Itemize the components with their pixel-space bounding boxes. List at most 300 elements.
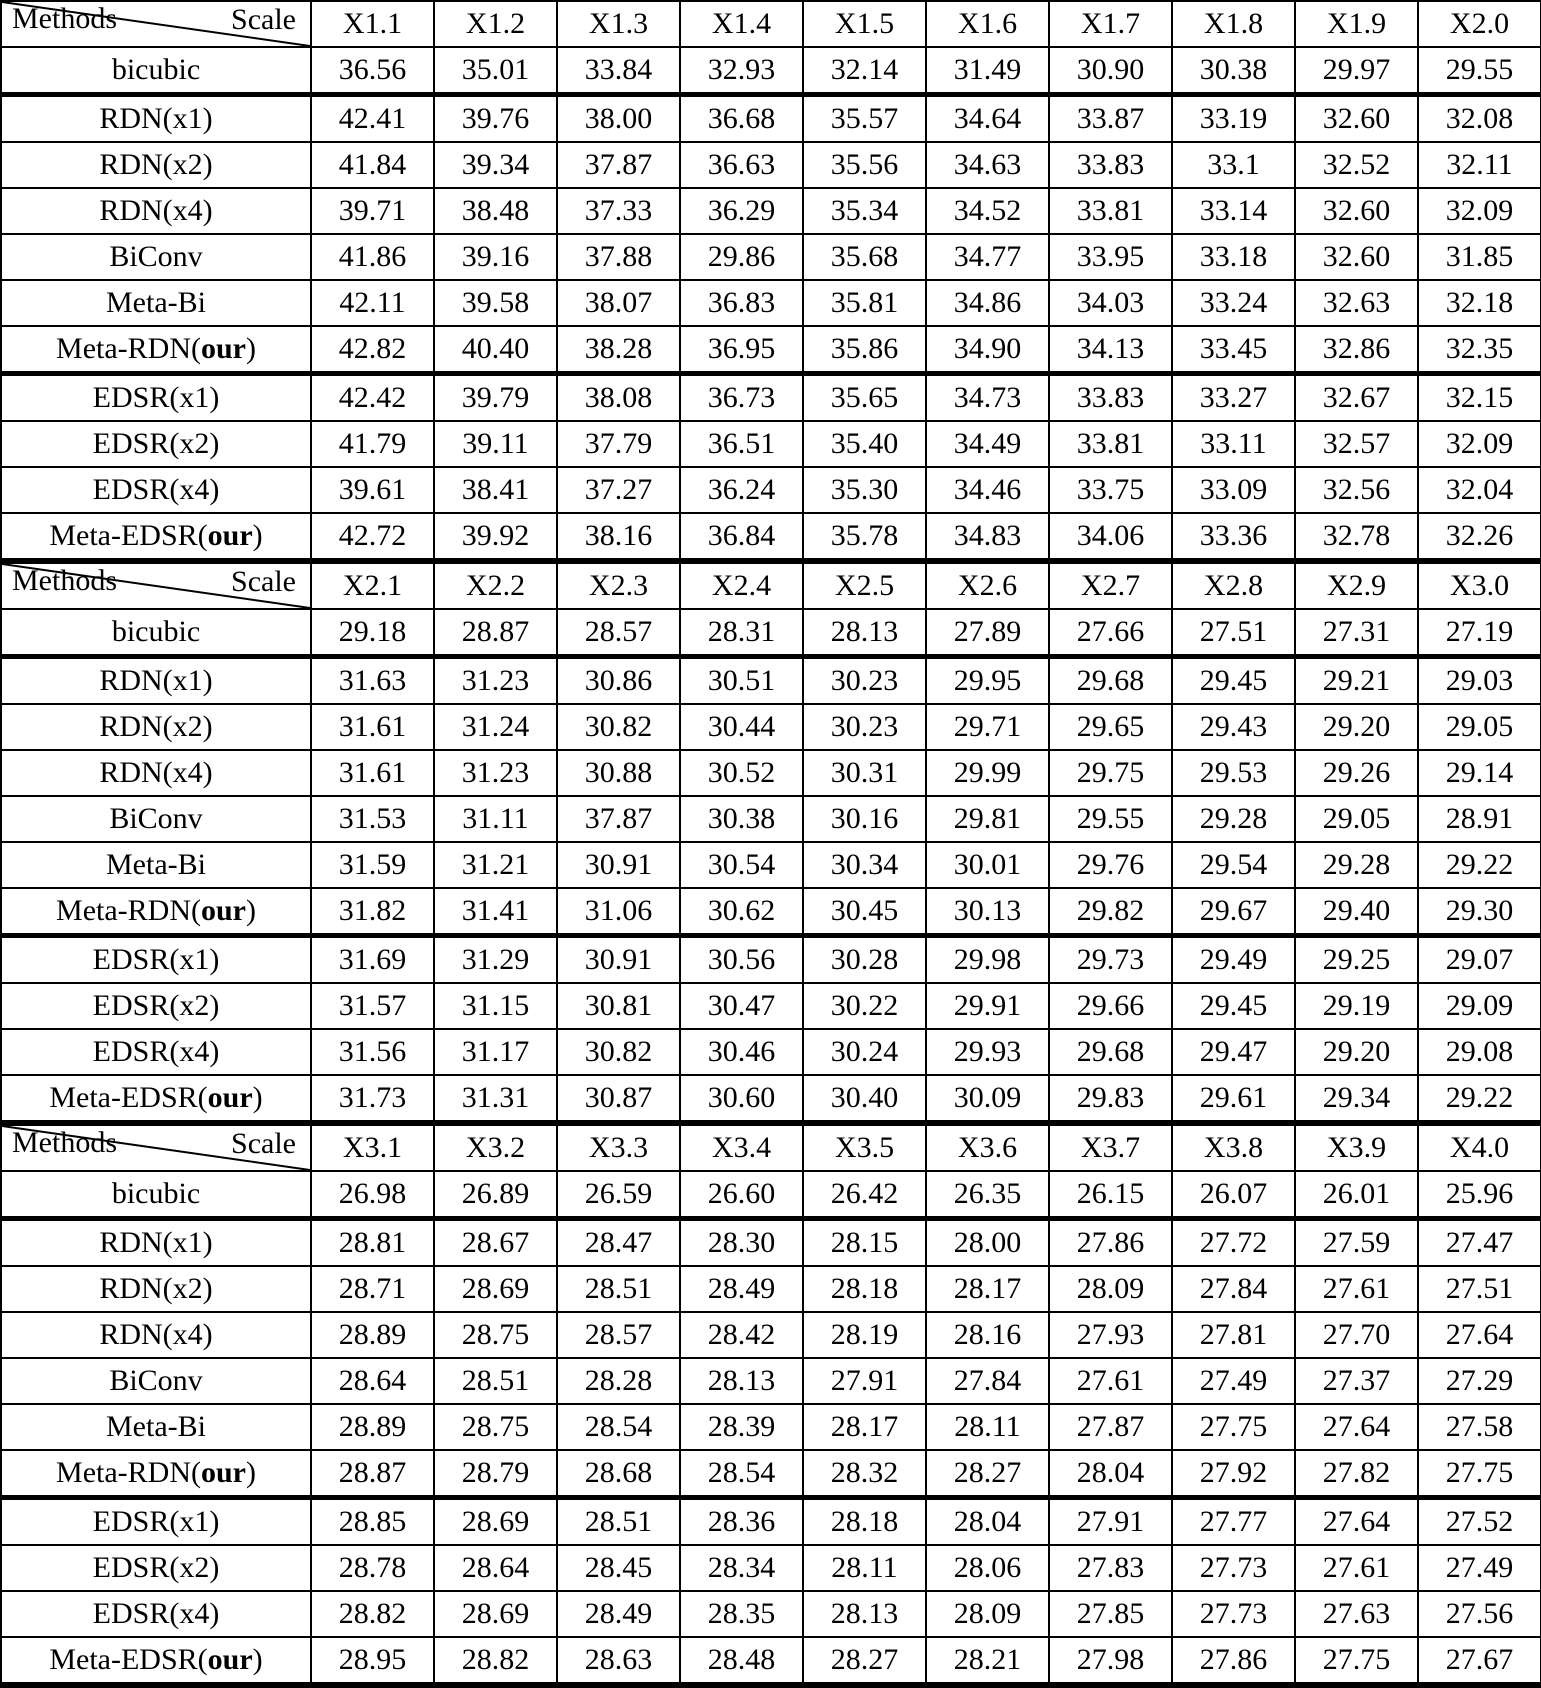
data-cell: 32.63 <box>1295 280 1418 326</box>
data-cell: 29.99 <box>926 750 1049 796</box>
data-cell: 31.85 <box>1418 234 1541 280</box>
data-cell: 29.34 <box>1295 1075 1418 1123</box>
data-cell: 33.09 <box>1172 467 1295 513</box>
data-cell: 27.52 <box>1418 1498 1541 1546</box>
data-cell: 30.38 <box>1172 47 1295 95</box>
data-cell: 32.09 <box>1418 421 1541 467</box>
data-cell: 29.65 <box>1049 704 1172 750</box>
data-cell: 28.19 <box>803 1312 926 1358</box>
table-row <box>1 1637 1541 1685</box>
data-cell: 29.14 <box>1418 750 1541 796</box>
data-cell: 29.19 <box>1295 983 1418 1029</box>
data-cell: 34.03 <box>1049 280 1172 326</box>
scale-column-header-x2-6: X2.6 <box>926 561 1049 609</box>
data-cell: 35.68 <box>803 234 926 280</box>
data-cell: 29.22 <box>1418 842 1541 888</box>
data-cell: 28.34 <box>680 1545 803 1591</box>
data-cell: 27.29 <box>1418 1358 1541 1404</box>
method-name-cell: RDN(x4) <box>1 1312 311 1358</box>
table-row <box>1 1498 1541 1546</box>
data-cell: 29.95 <box>926 657 1049 705</box>
data-cell: 29.97 <box>1295 47 1418 95</box>
data-cell: 28.09 <box>1049 1266 1172 1312</box>
data-cell: 29.28 <box>1172 796 1295 842</box>
methods-axis-label: Methods <box>12 1 117 35</box>
data-cell: 36.56 <box>311 47 434 95</box>
our-marker: our <box>200 1456 246 1489</box>
data-cell: 32.56 <box>1295 467 1418 513</box>
data-cell: 31.56 <box>311 1029 434 1075</box>
table-row <box>1 374 1541 422</box>
data-cell: 32.11 <box>1418 142 1541 188</box>
table-row <box>1 95 1541 143</box>
method-name-cell: bicubic <box>1 1171 311 1219</box>
table-row <box>1 1404 1541 1450</box>
data-cell: 27.86 <box>1172 1637 1295 1685</box>
method-name-cell: Meta-Bi <box>1 842 311 888</box>
data-cell: 36.24 <box>680 467 803 513</box>
data-cell: 28.49 <box>680 1266 803 1312</box>
data-cell: 33.95 <box>1049 234 1172 280</box>
data-cell: 27.56 <box>1418 1591 1541 1637</box>
data-cell: 31.53 <box>311 796 434 842</box>
data-cell: 35.57 <box>803 95 926 143</box>
data-cell: 33.24 <box>1172 280 1295 326</box>
method-name-cell: RDN(x2) <box>1 142 311 188</box>
data-cell: 28.82 <box>434 1637 557 1685</box>
data-cell: 28.04 <box>926 1498 1049 1546</box>
scale-column-header-x2-4: X2.4 <box>680 561 803 609</box>
data-cell: 30.56 <box>680 936 803 984</box>
data-cell: 27.87 <box>1049 1404 1172 1450</box>
data-cell: 28.31 <box>680 609 803 657</box>
data-cell: 28.13 <box>680 1358 803 1404</box>
methods-axis-label: Methods <box>12 1125 117 1159</box>
data-cell: 32.78 <box>1295 513 1418 561</box>
data-cell: 32.14 <box>803 47 926 95</box>
data-cell: 28.87 <box>311 1450 434 1498</box>
data-cell: 29.75 <box>1049 750 1172 796</box>
data-cell: 31.21 <box>434 842 557 888</box>
data-cell: 28.36 <box>680 1498 803 1546</box>
data-cell: 34.06 <box>1049 513 1172 561</box>
data-cell: 34.52 <box>926 188 1049 234</box>
data-cell: 35.01 <box>434 47 557 95</box>
data-cell: 28.21 <box>926 1637 1049 1685</box>
data-cell: 32.15 <box>1418 374 1541 422</box>
data-cell: 27.73 <box>1172 1591 1295 1637</box>
data-cell: 28.13 <box>803 609 926 657</box>
scale-column-header-x2-8: X2.8 <box>1172 561 1295 609</box>
scale-axis-label: Scale <box>231 565 296 598</box>
data-cell: 27.85 <box>1049 1591 1172 1637</box>
scale-column-header-x3-8: X3.8 <box>1172 1123 1295 1171</box>
data-cell: 28.82 <box>311 1591 434 1637</box>
data-cell: 33.81 <box>1049 188 1172 234</box>
data-cell: 33.11 <box>1172 421 1295 467</box>
data-cell: 30.34 <box>803 842 926 888</box>
data-cell: 27.64 <box>1418 1312 1541 1358</box>
table-row <box>1 326 1541 374</box>
data-cell: 26.35 <box>926 1171 1049 1219</box>
data-cell: 33.18 <box>1172 234 1295 280</box>
method-name-cell: RDN(x1) <box>1 1219 311 1267</box>
data-cell: 28.54 <box>680 1450 803 1498</box>
data-cell: 28.16 <box>926 1312 1049 1358</box>
data-cell: 28.28 <box>557 1358 680 1404</box>
data-cell: 27.91 <box>1049 1498 1172 1546</box>
data-cell: 31.11 <box>434 796 557 842</box>
data-cell: 30.60 <box>680 1075 803 1123</box>
method-name-cell: EDSR(x1) <box>1 374 311 422</box>
method-name-cell: EDSR(x4) <box>1 1029 311 1075</box>
data-cell: 30.54 <box>680 842 803 888</box>
data-cell: 29.43 <box>1172 704 1295 750</box>
data-cell: 29.81 <box>926 796 1049 842</box>
data-cell: 28.75 <box>434 1312 557 1358</box>
data-cell: 35.56 <box>803 142 926 188</box>
data-cell: 27.70 <box>1295 1312 1418 1358</box>
data-cell: 30.91 <box>557 936 680 984</box>
table-row <box>1 1358 1541 1404</box>
scale-header-row <box>1 1123 1541 1171</box>
data-cell: 33.81 <box>1049 421 1172 467</box>
data-cell: 28.68 <box>557 1450 680 1498</box>
data-cell: 29.47 <box>1172 1029 1295 1075</box>
data-cell: 30.88 <box>557 750 680 796</box>
scale-column-header-x2-0: X2.0 <box>1418 1 1541 47</box>
data-cell: 27.63 <box>1295 1591 1418 1637</box>
data-cell: 28.04 <box>1049 1450 1172 1498</box>
data-cell: 27.67 <box>1418 1637 1541 1685</box>
data-cell: 38.41 <box>434 467 557 513</box>
data-cell: 36.63 <box>680 142 803 188</box>
data-cell: 29.03 <box>1418 657 1541 705</box>
data-cell: 29.20 <box>1295 704 1418 750</box>
method-name-cell: EDSR(x1) <box>1 936 311 984</box>
data-cell: 28.89 <box>311 1404 434 1450</box>
data-cell: 28.13 <box>803 1591 926 1637</box>
data-cell: 32.26 <box>1418 513 1541 561</box>
our-marker: our <box>207 519 253 552</box>
data-cell: 28.81 <box>311 1219 434 1267</box>
method-name-cell: RDN(x2) <box>1 1266 311 1312</box>
scale-column-header-x2-1: X2.1 <box>311 561 434 609</box>
data-cell: 30.47 <box>680 983 803 1029</box>
method-name-cell: RDN(x2) <box>1 704 311 750</box>
scale-axis-label: Scale <box>231 1127 296 1160</box>
data-cell: 27.73 <box>1172 1545 1295 1591</box>
data-cell: 28.45 <box>557 1545 680 1591</box>
methods-axis-label: Methods <box>12 563 117 597</box>
scale-column-header-x1-4: X1.4 <box>680 1 803 47</box>
data-cell: 33.1 <box>1172 142 1295 188</box>
data-cell: 38.07 <box>557 280 680 326</box>
scale-column-header-x3-5: X3.5 <box>803 1123 926 1171</box>
table-row <box>1 1219 1541 1267</box>
data-cell: 38.00 <box>557 95 680 143</box>
data-cell: 36.68 <box>680 95 803 143</box>
data-cell: 31.24 <box>434 704 557 750</box>
method-name-cell: RDN(x1) <box>1 95 311 143</box>
data-cell: 42.82 <box>311 326 434 374</box>
method-name-cell: bicubic <box>1 47 311 95</box>
data-cell: 28.42 <box>680 1312 803 1358</box>
data-cell: 27.66 <box>1049 609 1172 657</box>
method-name-cell: BiConv <box>1 234 311 280</box>
data-cell: 27.84 <box>926 1358 1049 1404</box>
scale-column-header-x3-7: X3.7 <box>1049 1123 1172 1171</box>
table-row <box>1 796 1541 842</box>
data-cell: 42.42 <box>311 374 434 422</box>
data-cell: 42.72 <box>311 513 434 561</box>
data-cell: 29.18 <box>311 609 434 657</box>
data-cell: 27.49 <box>1418 1545 1541 1591</box>
data-cell: 29.49 <box>1172 936 1295 984</box>
data-cell: 29.91 <box>926 983 1049 1029</box>
data-cell: 27.37 <box>1295 1358 1418 1404</box>
data-cell: 34.77 <box>926 234 1049 280</box>
data-cell: 31.23 <box>434 657 557 705</box>
data-cell: 27.64 <box>1295 1498 1418 1546</box>
data-cell: 36.73 <box>680 374 803 422</box>
method-name-cell: Meta-EDSR(our) <box>1 1075 311 1123</box>
data-cell: 41.86 <box>311 234 434 280</box>
data-cell: 28.78 <box>311 1545 434 1591</box>
data-cell: 34.13 <box>1049 326 1172 374</box>
data-cell: 31.59 <box>311 842 434 888</box>
data-cell: 30.31 <box>803 750 926 796</box>
data-cell: 29.55 <box>1418 47 1541 95</box>
data-cell: 30.51 <box>680 657 803 705</box>
data-cell: 29.82 <box>1049 888 1172 936</box>
data-cell: 33.45 <box>1172 326 1295 374</box>
scale-column-header-x1-2: X1.2 <box>434 1 557 47</box>
data-cell: 30.91 <box>557 842 680 888</box>
table-row <box>1 1591 1541 1637</box>
scale-header-row <box>1 561 1541 609</box>
method-name-cell: EDSR(x2) <box>1 1545 311 1591</box>
data-cell: 28.79 <box>434 1450 557 1498</box>
data-cell: 31.82 <box>311 888 434 936</box>
data-cell: 36.51 <box>680 421 803 467</box>
data-cell: 28.69 <box>434 1498 557 1546</box>
data-cell: 38.28 <box>557 326 680 374</box>
data-cell: 29.40 <box>1295 888 1418 936</box>
data-cell: 41.84 <box>311 142 434 188</box>
table-row <box>1 1171 1541 1219</box>
scale-column-header-x3-9: X3.9 <box>1295 1123 1418 1171</box>
data-cell: 27.51 <box>1172 609 1295 657</box>
method-name-cell: EDSR(x2) <box>1 421 311 467</box>
data-cell: 28.30 <box>680 1219 803 1267</box>
data-cell: 39.34 <box>434 142 557 188</box>
data-cell: 29.21 <box>1295 657 1418 705</box>
method-name-cell: Meta-RDN(our) <box>1 326 311 374</box>
data-cell: 29.08 <box>1418 1029 1541 1075</box>
data-cell: 28.63 <box>557 1637 680 1685</box>
table-row <box>1 936 1541 984</box>
data-cell: 39.16 <box>434 234 557 280</box>
method-name-cell: Meta-RDN(our) <box>1 888 311 936</box>
data-cell: 28.17 <box>926 1266 1049 1312</box>
scale-column-header-x3-0: X3.0 <box>1418 561 1541 609</box>
data-cell: 30.45 <box>803 888 926 936</box>
data-cell: 34.64 <box>926 95 1049 143</box>
data-cell: 33.14 <box>1172 188 1295 234</box>
data-cell: 30.01 <box>926 842 1049 888</box>
data-cell: 31.29 <box>434 936 557 984</box>
data-cell: 28.75 <box>434 1404 557 1450</box>
scale-methods-corner-cell <box>1 561 311 609</box>
data-cell: 34.83 <box>926 513 1049 561</box>
data-cell: 28.27 <box>803 1637 926 1685</box>
data-cell: 28.06 <box>926 1545 1049 1591</box>
data-cell: 31.17 <box>434 1029 557 1075</box>
data-cell: 31.63 <box>311 657 434 705</box>
data-cell: 29.05 <box>1295 796 1418 842</box>
method-name-cell: Meta-EDSR(our) <box>1 1637 311 1685</box>
data-cell: 29.30 <box>1418 888 1541 936</box>
data-cell: 29.28 <box>1295 842 1418 888</box>
data-cell: 30.28 <box>803 936 926 984</box>
data-cell: 29.09 <box>1418 983 1541 1029</box>
table-row <box>1 657 1541 705</box>
data-cell: 27.82 <box>1295 1450 1418 1498</box>
data-cell: 27.81 <box>1172 1312 1295 1358</box>
data-cell: 26.89 <box>434 1171 557 1219</box>
scale-column-header-x2-2: X2.2 <box>434 561 557 609</box>
data-cell: 38.16 <box>557 513 680 561</box>
data-cell: 36.84 <box>680 513 803 561</box>
data-cell: 29.68 <box>1049 1029 1172 1075</box>
data-cell: 30.22 <box>803 983 926 1029</box>
table-row <box>1 142 1541 188</box>
data-cell: 29.05 <box>1418 704 1541 750</box>
data-cell: 34.46 <box>926 467 1049 513</box>
data-cell: 28.51 <box>557 1498 680 1546</box>
data-cell: 36.29 <box>680 188 803 234</box>
data-cell: 32.04 <box>1418 467 1541 513</box>
data-cell: 28.67 <box>434 1219 557 1267</box>
scale-column-header-x1-8: X1.8 <box>1172 1 1295 47</box>
method-name-cell: RDN(x1) <box>1 657 311 705</box>
scale-methods-corner-cell <box>1 1 311 47</box>
scale-column-header-x2-9: X2.9 <box>1295 561 1418 609</box>
data-cell: 30.86 <box>557 657 680 705</box>
scale-axis-label: Scale <box>231 3 296 36</box>
data-cell: 30.62 <box>680 888 803 936</box>
data-cell: 30.87 <box>557 1075 680 1123</box>
data-cell: 35.30 <box>803 467 926 513</box>
data-cell: 29.61 <box>1172 1075 1295 1123</box>
data-cell: 32.57 <box>1295 421 1418 467</box>
method-name-cell: Meta-Bi <box>1 1404 311 1450</box>
data-cell: 27.75 <box>1418 1450 1541 1498</box>
method-name-cell: Meta-RDN(our) <box>1 1450 311 1498</box>
data-cell: 40.40 <box>434 326 557 374</box>
table-row <box>1 1312 1541 1358</box>
scale-column-header-x1-5: X1.5 <box>803 1 926 47</box>
data-cell: 30.23 <box>803 704 926 750</box>
data-cell: 31.31 <box>434 1075 557 1123</box>
our-marker: our <box>207 1643 253 1676</box>
data-cell: 31.23 <box>434 750 557 796</box>
data-cell: 30.52 <box>680 750 803 796</box>
data-cell: 28.18 <box>803 1266 926 1312</box>
table-row <box>1 421 1541 467</box>
data-cell: 26.98 <box>311 1171 434 1219</box>
data-cell: 32.52 <box>1295 142 1418 188</box>
table-row <box>1 47 1541 95</box>
data-cell: 26.59 <box>557 1171 680 1219</box>
data-cell: 27.83 <box>1049 1545 1172 1591</box>
method-name-cell: Meta-EDSR(our) <box>1 513 311 561</box>
data-cell: 29.45 <box>1172 983 1295 1029</box>
table-row <box>1 1075 1541 1123</box>
data-cell: 34.86 <box>926 280 1049 326</box>
scale-column-header-x3-6: X3.6 <box>926 1123 1049 1171</box>
data-cell: 32.60 <box>1295 188 1418 234</box>
data-cell: 29.67 <box>1172 888 1295 936</box>
data-cell: 31.41 <box>434 888 557 936</box>
data-cell: 28.17 <box>803 1404 926 1450</box>
data-cell: 27.75 <box>1295 1637 1418 1685</box>
data-cell: 28.69 <box>434 1591 557 1637</box>
scale-column-header-x1-7: X1.7 <box>1049 1 1172 47</box>
data-cell: 29.25 <box>1295 936 1418 984</box>
data-cell: 34.90 <box>926 326 1049 374</box>
data-cell: 28.64 <box>311 1358 434 1404</box>
data-cell: 26.42 <box>803 1171 926 1219</box>
method-name-cell: EDSR(x2) <box>1 983 311 1029</box>
data-cell: 38.48 <box>434 188 557 234</box>
method-name-cell: Meta-Bi <box>1 280 311 326</box>
table-row <box>1 842 1541 888</box>
data-cell: 39.76 <box>434 95 557 143</box>
scale-methods-corner-cell <box>1 1123 311 1171</box>
data-cell: 32.93 <box>680 47 803 95</box>
data-cell: 25.96 <box>1418 1171 1541 1219</box>
data-cell: 29.53 <box>1172 750 1295 796</box>
data-cell: 28.32 <box>803 1450 926 1498</box>
data-cell: 39.71 <box>311 188 434 234</box>
data-cell: 27.64 <box>1295 1404 1418 1450</box>
data-cell: 28.64 <box>434 1545 557 1591</box>
table-row <box>1 609 1541 657</box>
data-cell: 28.11 <box>803 1545 926 1591</box>
data-cell: 30.13 <box>926 888 1049 936</box>
data-cell: 27.92 <box>1172 1450 1295 1498</box>
data-cell: 38.08 <box>557 374 680 422</box>
data-cell: 28.71 <box>311 1266 434 1312</box>
data-cell: 29.86 <box>680 234 803 280</box>
scale-column-header-x1-6: X1.6 <box>926 1 1049 47</box>
data-cell: 30.40 <box>803 1075 926 1123</box>
method-name-cell: EDSR(x1) <box>1 1498 311 1546</box>
data-cell: 28.35 <box>680 1591 803 1637</box>
data-cell: 29.22 <box>1418 1075 1541 1123</box>
data-cell: 27.61 <box>1295 1545 1418 1591</box>
data-cell: 27.72 <box>1172 1219 1295 1267</box>
data-cell: 29.20 <box>1295 1029 1418 1075</box>
data-cell: 29.55 <box>1049 796 1172 842</box>
data-cell: 27.59 <box>1295 1219 1418 1267</box>
table-row <box>1 983 1541 1029</box>
data-cell: 27.77 <box>1172 1498 1295 1546</box>
data-cell: 27.84 <box>1172 1266 1295 1312</box>
data-cell: 31.49 <box>926 47 1049 95</box>
